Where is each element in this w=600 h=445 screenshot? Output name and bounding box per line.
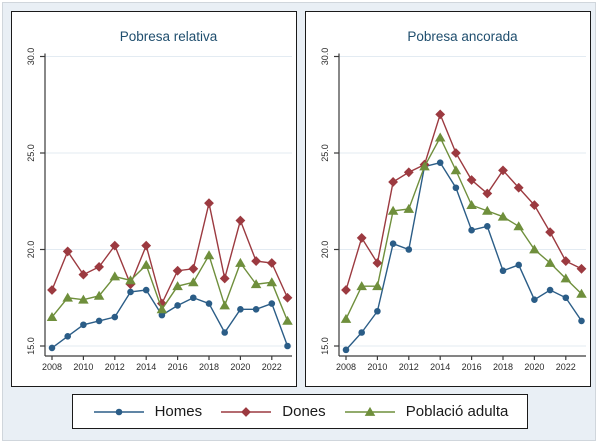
axes [40,54,292,361]
x-tick-label: 2012 [104,362,125,372]
legend-item-homes [92,403,203,420]
legend-item-dones [219,403,325,420]
chart-pobresa-relativa [12,12,296,386]
gridlines [339,57,586,347]
panel-title: Pobresa relativa [119,29,218,44]
x-tick-label: 2020 [230,362,251,372]
graph-window [2,2,596,441]
legend-item-poblacio-adulta [343,403,509,420]
series-dones [48,199,292,308]
y-tick-label: 25.0 [26,144,36,162]
line-diamond-marker-icon [219,405,273,419]
x-tick-label: 2014 [136,362,157,372]
legend-label: Població adulta [405,403,509,420]
x-tick-label: 2018 [492,362,514,372]
x-tick-label: 2016 [167,362,188,372]
y-tick-label: 20.0 [26,240,36,259]
x-tick-label: 2020 [524,362,545,372]
axes [334,54,586,361]
x-tick-label: 2010 [73,362,94,372]
legend-label: Homes [154,403,203,420]
legend-label: Dones [282,403,326,420]
x-tick-label: 2022 [555,362,576,372]
x-tick-label: 2010 [367,362,388,372]
panel-pobresa-ancorada [305,11,591,387]
x-tick-label: 2022 [261,362,282,372]
tick-labels [26,48,282,372]
x-tick-label: 2008 [41,362,63,372]
x-tick-label: 2014 [430,362,451,372]
y-tick-label: 30.0 [26,47,36,66]
y-tick-label: 20.0 [320,240,330,259]
x-tick-label: 2018 [198,362,220,372]
legend [72,394,528,429]
y-tick-label: 15.0 [320,337,330,355]
line-circle-marker-icon [92,405,146,419]
y-tick-label: 30.0 [320,47,330,66]
x-tick-label: 2008 [335,362,357,372]
y-tick-label: 15.0 [26,337,36,355]
line-triangle-marker-icon [343,405,397,419]
chart-pobresa-ancorada [306,12,590,386]
series-població-adulta [342,133,586,322]
y-tick-label: 25.0 [320,144,330,162]
panel-pobresa-relativa [11,11,297,387]
x-tick-label: 2016 [461,362,482,372]
panel-title: Pobresa ancorada [407,29,518,44]
x-tick-label: 2012 [398,362,419,372]
